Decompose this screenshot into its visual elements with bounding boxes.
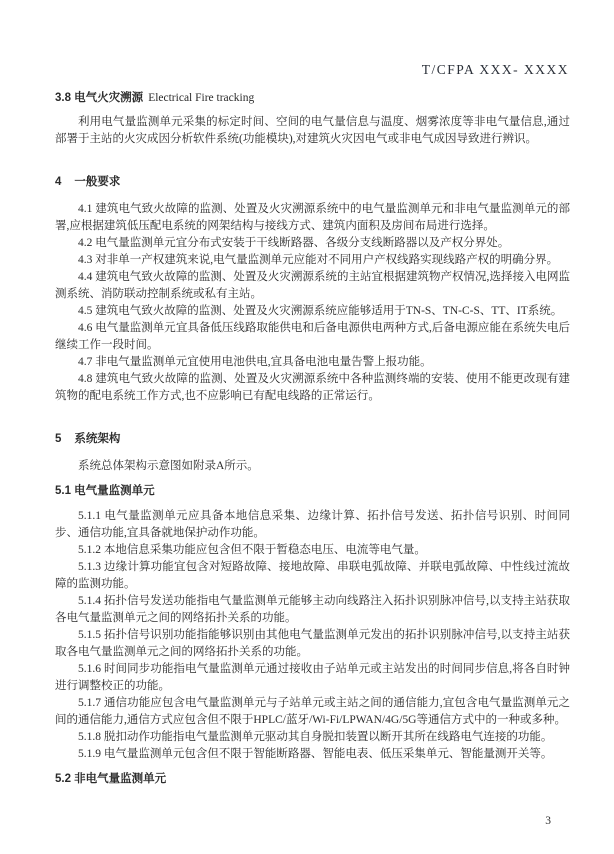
clause-5-1-7-paragraph: 5.1.7 通信功能应包含电气量监测单元与子站单元或主站之间的通信能力,宜包含电气量监测单元之间的通信能力,通信方式应包含但不限于HPLC/蓝牙/Wi-Fi/LPWAN/4G/5G等通信方式中的一种或多种。 <box>55 697 570 726</box>
clause-3-8-heading <box>55 90 570 107</box>
clause-4-7-paragraph: 4.7 非电气量监测单元宜使用电池供电,宜具备电池电量告警上报功能。 <box>78 356 432 368</box>
section-4-title: 一般要求 <box>74 176 121 188</box>
clause-5-1-1-paragraph: 5.1.1 电气量监测单元应具备本地信息采集、边缘计算、拓扑信号发送、拓扑信号识别、时间同步、通信功能,宜具备就地保护动作功能。 <box>55 510 570 539</box>
clause-4-6-paragraph: 4.6 电气量监测单元宜具备低压线路取能供电和后备电源供电两种方式,后备电源应能在系统失电后继续工作一段时间。 <box>55 322 570 351</box>
clause-3-8-paragraph: 利用电气量监测单元采集的标定时间、空间的电气量信息与温度、烟雾浓度等非电气量信息,通过部署于主站的火灾成因分析软件系统(功能模块),对建筑火灾因电气或非电气成因导致进行辨识。 <box>55 116 570 145</box>
section-4-heading <box>55 174 570 191</box>
clause-5-1-heading: 5.1 电气量监测单元 <box>55 485 155 497</box>
document-content <box>55 90 570 796</box>
section-5-heading <box>55 431 570 448</box>
clause-3-8-title-zh: 3.8 电气火灾溯源 <box>55 92 144 104</box>
clause-4-2-paragraph: 4.2 电气量监测单元宜分布式安装于干线断路器、各级分支线断路器以及产权分界处。 <box>78 237 510 249</box>
clause-5-1-9-paragraph: 5.1.9 电气量监测单元包含但不限于智能断路器、智能电表、低压采集单元、智能量测开关等。 <box>78 748 553 760</box>
clause-5-1-6-paragraph: 5.1.6 时间同步功能指电气量监测单元通过接收由子站单元或主站发出的时间同步信息,将各自时钟进行调整校正的功能。 <box>55 663 570 692</box>
section-5-title: 系统架构 <box>74 433 121 445</box>
clause-4-5-paragraph: 4.5 建筑电气致火故障的监测、处置及火灾溯源系统应能够适用于TN-S、TN-C-S、TT、IT系统。 <box>78 305 563 317</box>
clause-4-4-paragraph: 4.4 建筑电气致火故障的监测、处置及火灾溯源系统的主站宜根据建筑物产权情况,选择接入电网监测系统、消防联动控制系统或私有主站。 <box>55 271 570 300</box>
clause-4-3-paragraph: 4.3 对非单一产权建筑来说,电气量监测单元应能对不同用户产权线路实现线路产权的明确分界。 <box>78 254 559 266</box>
clause-5-1-8-paragraph: 5.1.8 脱扣动作功能指电气量监测单元驱动其自身脱扣装置以断开其所在线路电气连接的功能。 <box>78 731 553 743</box>
standard-code: T/CFPA XXX- XXXX <box>421 62 569 77</box>
page-number: 3 <box>545 815 551 827</box>
clause-5-1-2-paragraph: 5.1.2 本地信息采集功能应包含但不限于暂稳态电压、电流等电气量。 <box>78 544 426 556</box>
clause-4-8-paragraph: 4.8 建筑电气致火故障的监测、处置及火灾溯源系统中各种监测终端的安装、使用不能更改现有建筑物的配电系统工作方式,也不应影响已有配电线路的正常运行。 <box>55 373 570 402</box>
clause-3-8-title-en: Electrical Fire tracking <box>148 92 255 104</box>
section-5-intro-paragraph: 系统总体架构示意图如附录A所示。 <box>78 460 259 472</box>
page-footer <box>545 815 551 827</box>
page-header <box>55 62 569 78</box>
section-4-number: 4 <box>55 176 62 188</box>
clause-5-1-3-paragraph: 5.1.3 边缘计算功能宜包含对短路故障、接地故障、串联电弧故障、并联电弧故障、中性线过流故障的监测功能。 <box>55 561 570 590</box>
clause-4-1-paragraph: 4.1 建筑电气致火故障的监测、处置及火灾溯源系统中的电气量监测单元和非电气量监测单元的部署,应根据建筑低压配电系统的网架结构与接线方式、建筑内面积及房间布局进行选择。 <box>55 203 570 232</box>
section-5-number: 5 <box>55 433 62 445</box>
clause-5-2-heading: 5.2 非电气量监测单元 <box>55 773 167 785</box>
clause-5-1-5-paragraph: 5.1.5 拓扑信号识别功能指能够识别由其他电气量监测单元发出的拓扑识别脉冲信号,以支持主站获取各电气量监测单元之间的网络拓扑关系的功能。 <box>55 629 570 658</box>
clause-5-1-4-paragraph: 5.1.4 拓扑信号发送功能指电气量监测单元能够主动向线路注入拓扑识别脉冲信号,以支持主站获取各电气量监测单元之间的网络拓扑关系的功能。 <box>55 595 570 624</box>
